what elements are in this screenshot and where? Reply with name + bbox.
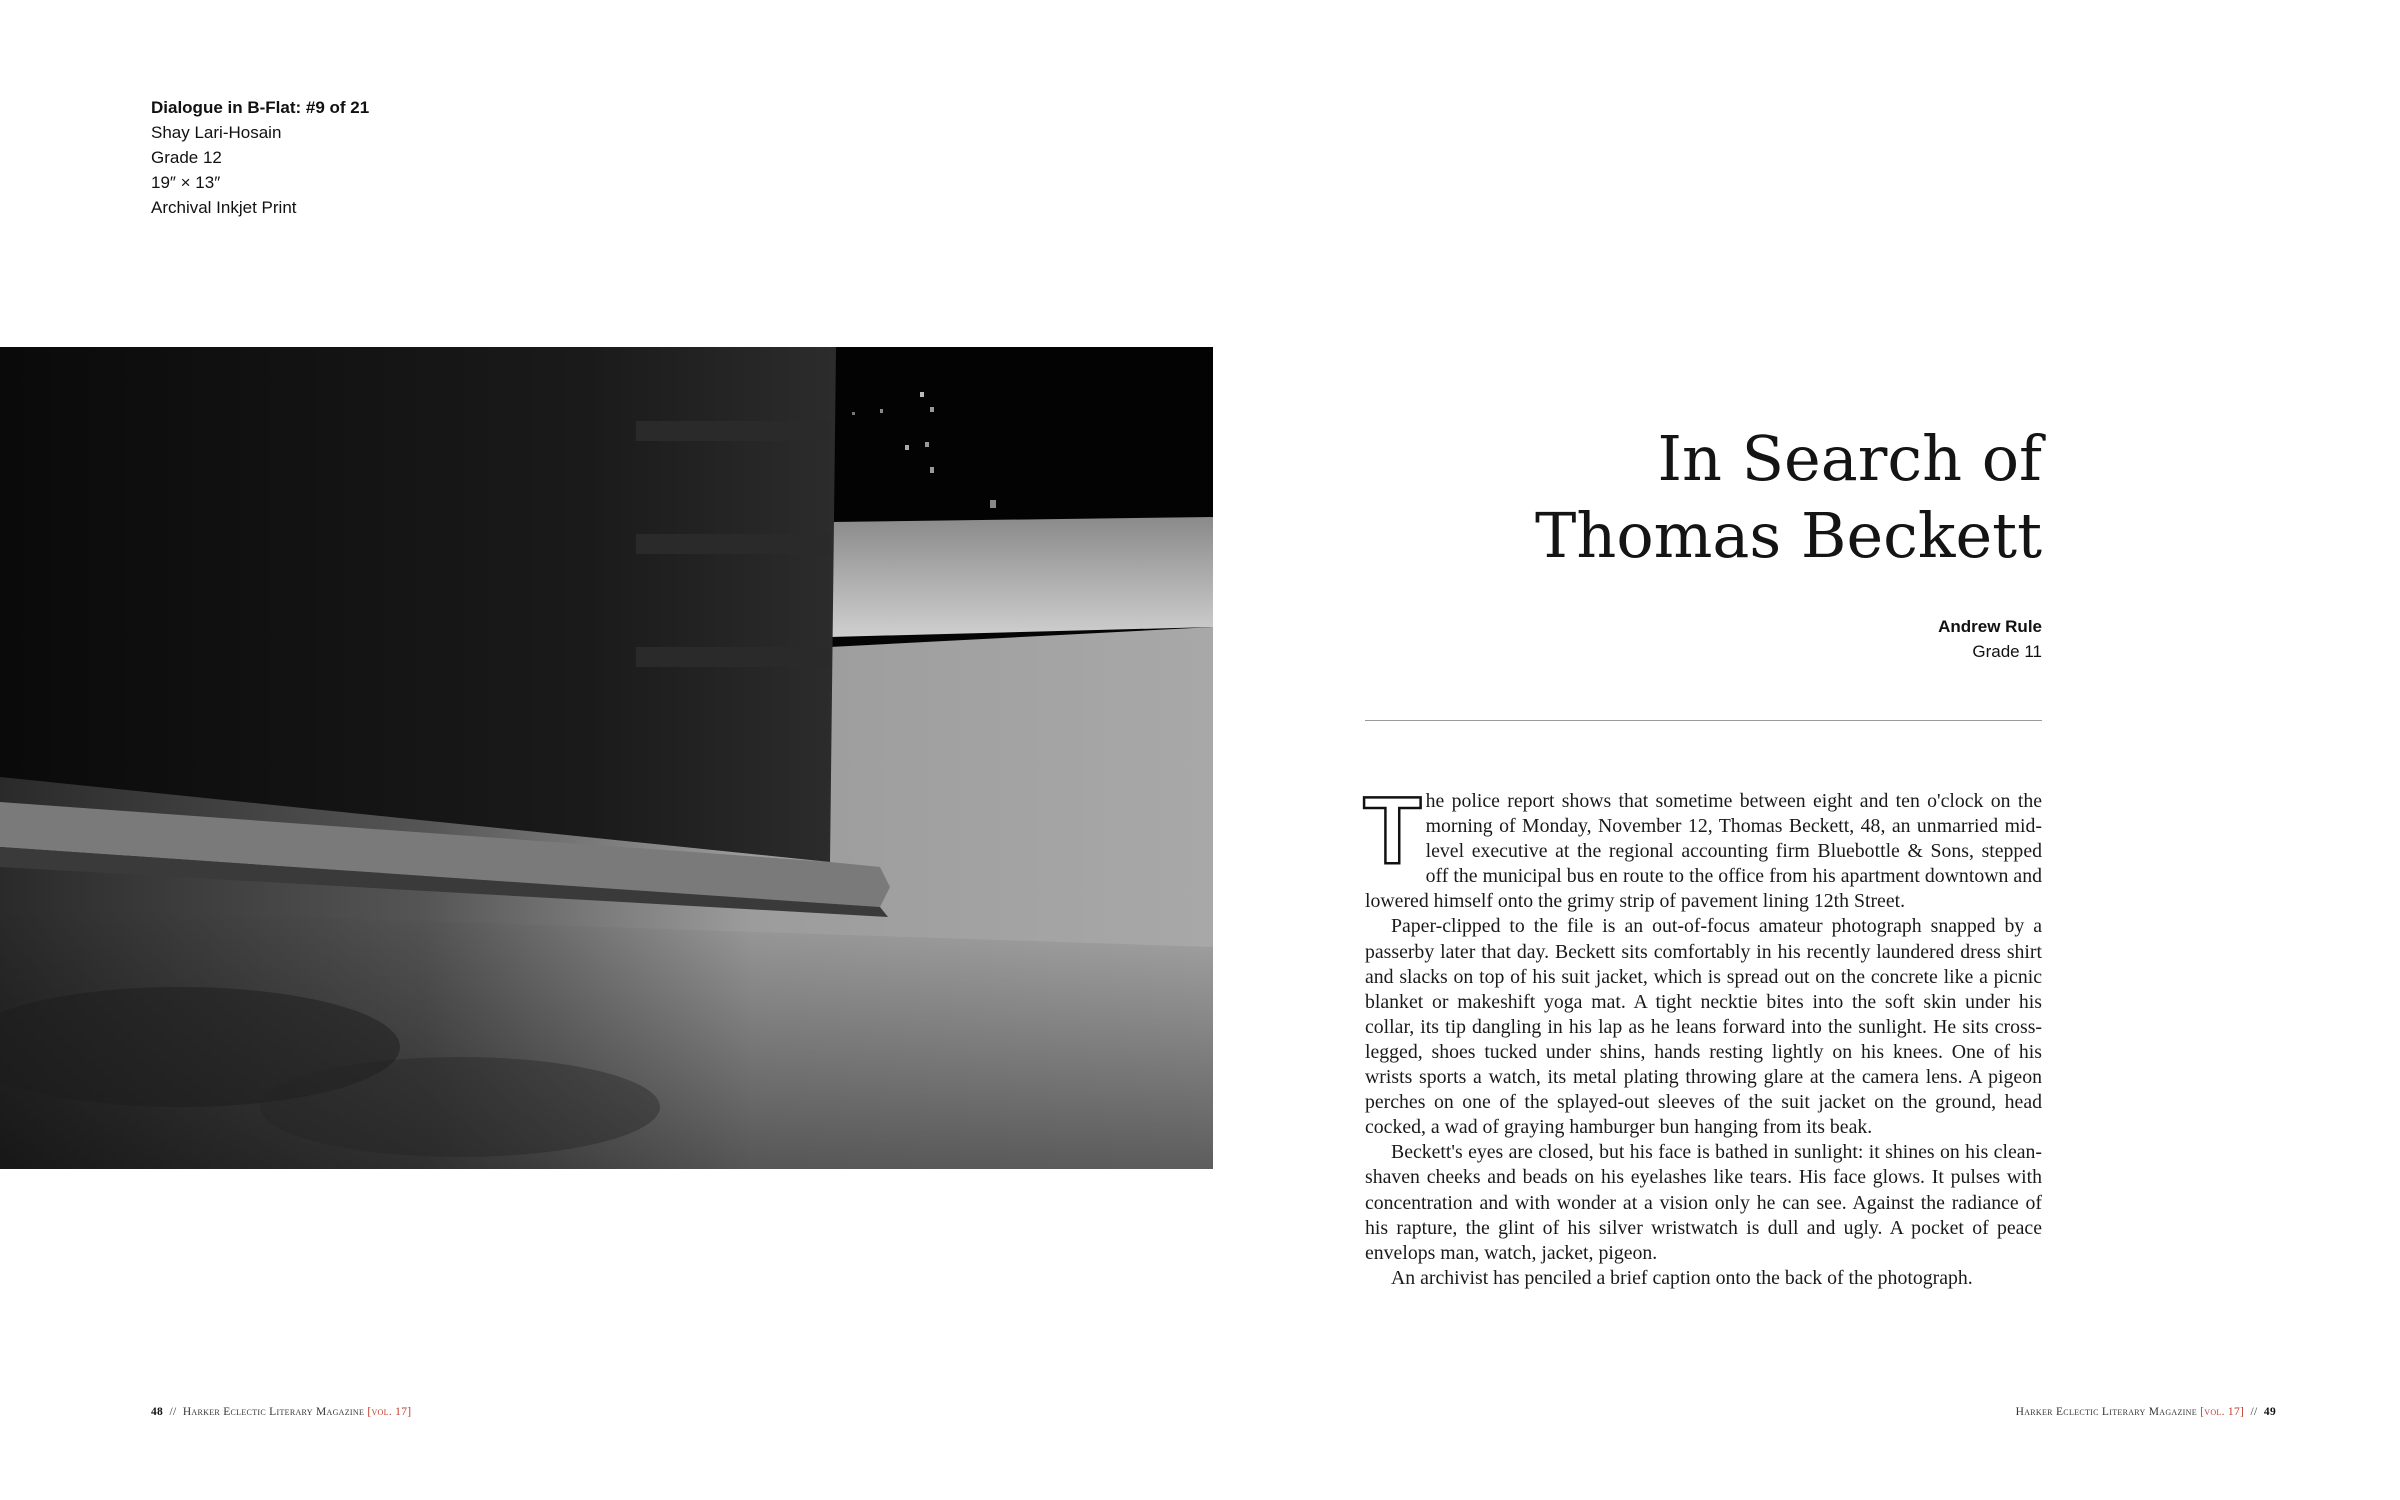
parking-garage-image	[0, 347, 1213, 1169]
page-number-left: 48	[151, 1406, 164, 1418]
artwork-artist: Shay Lari-Hosain	[151, 123, 282, 142]
artwork-grade: Grade 12	[151, 148, 222, 167]
article-author: Andrew Rule	[1938, 617, 2042, 636]
article-title-line-2: Thomas Beckett	[1535, 499, 2042, 572]
artwork-size: 19″ × 13″	[151, 173, 221, 192]
footer-left	[151, 1406, 411, 1418]
footer-separator-right: //	[2250, 1406, 2258, 1418]
artwork-title: Dialogue in B-Flat: #9 of 21	[151, 98, 370, 117]
story-paragraph-2: Paper-clipped to the file is an out-of-focus amateur photograph snapped by a passerby later that day. Beckett sits comfortably in his recently laundered dress shirt and slacks on top of his suit jacket, which is spread out on the concrete like a picnic blanket or makeshift yoga mat. A tight necktie bites into the soft skin under his collar, its tip dangling in his lap as he leans forward into the sunlight. He sits cross-legged, shoes tucked under shins, hands resting lightly on his knees. One of his wrists sports a watch, its metal plating throwing glare at the camera lens. A pigeon perches on one of the splayed-out sleeves of the suit jacket on the ground, head cocked, a wad of graying hamburger bun hanging from its beak.	[1365, 915, 2042, 1139]
article-author-grade: Grade 11	[1972, 642, 2042, 661]
story-paragraph-4: An archivist has penciled a brief caption onto the back of the photograph.	[1391, 1266, 1973, 1289]
magazine-name-right: Harker Eclectic Literary Magazine	[2015, 1406, 2197, 1418]
page-number-right: 49	[2263, 1406, 2276, 1418]
volume-label-right: [vol. 17]	[2200, 1406, 2245, 1418]
story-paragraph-3: Beckett's eyes are closed, but his face is bathed in sunlight: it shines on his clean-shaven cheeks and beads on his eyelashes like tears. His face glows. It pulses with concentration and with wonder at a vision only he can see. Against the radiance of his rapture, the glint of his silver wristwatch is dull and ugly. A pocket of peace envelops man, watch, jacket, pigeon.	[1365, 1141, 2042, 1264]
volume-label-left: [vol. 17]	[367, 1406, 412, 1418]
drop-cap: T	[1363, 777, 1422, 884]
artwork-medium: Archival Inkjet Print	[151, 198, 297, 217]
magazine-name-left: Harker Eclectic Literary Magazine	[182, 1406, 365, 1418]
story-paragraph-1-text: he police report shows that sometime between eight and ten o'clock on the morning of Monday, November 12, Thomas Beckett, 48, an unmarried mid-level executive at the regional accounting firm Bluebottle & Sons, stepped off the municipal bus en route to the office from his apartment downtown and lowered himself onto the grimy strip of pavement lining 12th Street.	[1365, 790, 2042, 913]
article-body	[1363, 777, 2042, 1291]
article-title	[1342, 420, 2042, 574]
footer-right	[2016, 1406, 2276, 1418]
article-title-line-1: In Search of	[1657, 422, 2042, 495]
title-divider	[1365, 720, 2042, 721]
artwork-photograph	[0, 347, 1213, 1169]
story-paragraph-1	[1363, 777, 2042, 914]
artwork-caption	[151, 95, 369, 220]
article-byline	[1938, 614, 2042, 664]
footer-separator-left: //	[169, 1406, 177, 1418]
